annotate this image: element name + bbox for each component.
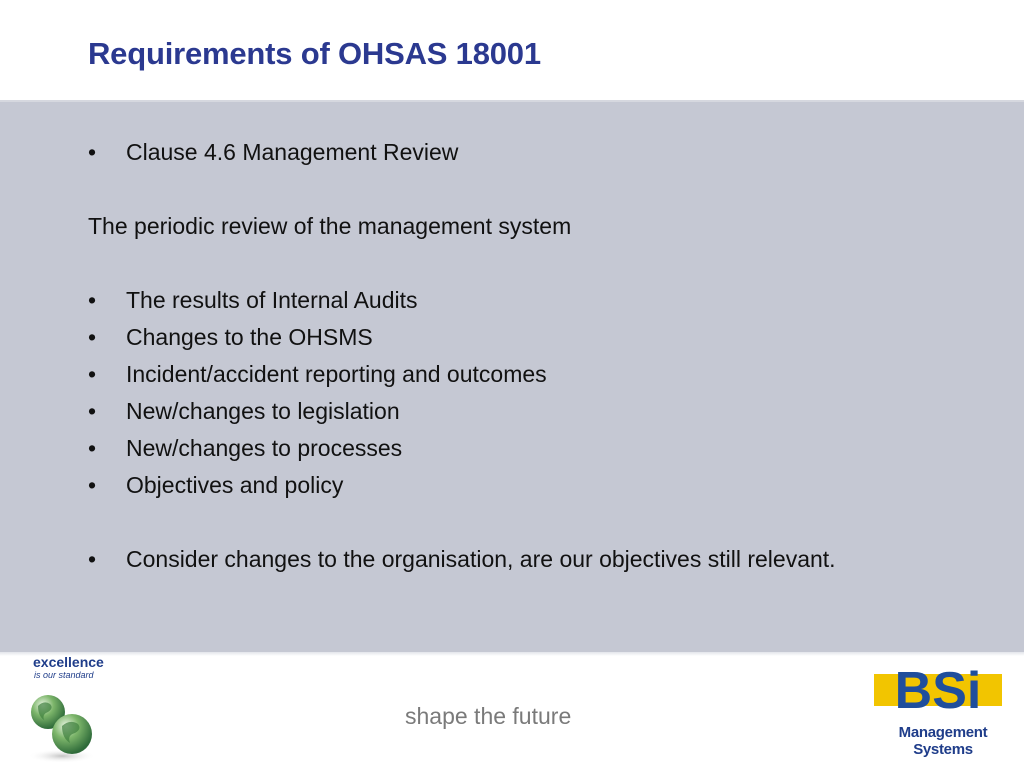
footer-divider: [0, 652, 1024, 656]
list-item-text: New/changes to processes: [126, 435, 403, 461]
slide-title: Requirements of OHSAS 18001: [88, 36, 541, 71]
globes-icon: [22, 688, 112, 764]
list-item: [88, 397, 988, 434]
bullet-icon: •: [88, 546, 97, 572]
list-item-text: Changes to the OHSMS: [126, 324, 373, 350]
list-item: [88, 360, 988, 397]
intro-text: The periodic review of the management system: [88, 213, 572, 239]
bullet-icon: •: [88, 398, 97, 424]
bsi-logo-letters: BSi: [894, 664, 982, 718]
closing-bullet: [88, 545, 988, 582]
spacer: [88, 508, 988, 545]
list-item: [88, 286, 988, 323]
bullet-icon: •: [88, 472, 97, 498]
clause-text: Clause 4.6 Management Review: [126, 139, 459, 165]
list-item: [88, 471, 988, 508]
bullet-icon: •: [88, 435, 97, 461]
list-item-text: The results of Internal Audits: [126, 287, 418, 313]
bsi-logo-caption: [888, 724, 998, 758]
slide-content: [88, 138, 988, 582]
excellence-text: excellence: [33, 654, 104, 670]
clause-bullet: [88, 138, 988, 175]
bullet-icon: •: [88, 324, 97, 350]
closing-text: Consider changes to the organisation, are our objectives still relevant.: [126, 546, 836, 572]
excellence-subtext: is our standard: [34, 670, 94, 680]
bullet-icon: •: [88, 361, 97, 387]
list-item-text: Objectives and policy: [126, 472, 344, 498]
bullet-icon: •: [88, 139, 97, 165]
content-panel: [0, 100, 1024, 652]
spacer: [88, 249, 988, 286]
list-item-text: New/changes to legislation: [126, 398, 400, 424]
bsi-logo-line2: Systems: [913, 741, 973, 758]
list-item: [88, 323, 988, 360]
list-item-text: Incident/accident reporting and outcomes: [126, 361, 547, 387]
excellence-logo: [33, 654, 104, 680]
bullet-icon: •: [88, 287, 97, 313]
tagline: shape the future: [405, 703, 572, 729]
bsi-logo-mark-icon: [874, 664, 1002, 718]
bsi-logo: [874, 664, 1004, 764]
bsi-logo-line1: Management: [898, 724, 988, 741]
list-item: [88, 434, 988, 471]
spacer: [88, 175, 988, 212]
